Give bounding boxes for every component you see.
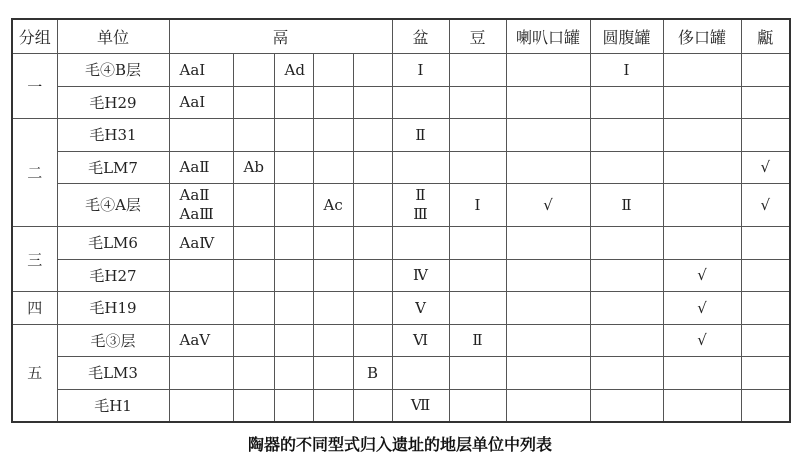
header-yuanfu: 圆腹罐 (590, 19, 663, 54)
header-row (12, 19, 790, 54)
table-row (12, 259, 790, 292)
pottery-type-table (11, 18, 791, 423)
header-yan: 甗 (741, 19, 790, 54)
li-cell (274, 227, 313, 260)
labakou-cell (506, 119, 590, 152)
header-unit: 单位 (57, 19, 169, 54)
li-cell: AaⅣ (169, 227, 233, 260)
li-cell (353, 119, 392, 152)
pen-cell (392, 227, 449, 260)
pen-cell (392, 86, 449, 119)
yuanfu-cell (590, 324, 663, 357)
li-value: AaⅡ (179, 186, 210, 204)
yan-cell (741, 292, 790, 325)
li-cell (169, 259, 233, 292)
pen-cell: Ⅶ (392, 389, 449, 422)
li-cell (233, 86, 274, 119)
li-cell: Ad (274, 54, 313, 87)
yan-cell (741, 357, 790, 390)
li-cell (274, 389, 313, 422)
labakou-cell (506, 259, 590, 292)
unit-cell: 毛H27 (57, 259, 169, 292)
pen-cell: Ⅱ (392, 119, 449, 152)
li-cell (353, 86, 392, 119)
unit-cell: 毛④A层 (57, 184, 169, 227)
li-value: AaⅢ (179, 205, 214, 223)
chikou-cell (663, 227, 741, 260)
chikou-cell (663, 357, 741, 390)
chikou-cell (663, 389, 741, 422)
yan-cell (741, 389, 790, 422)
li-cell (274, 86, 313, 119)
labakou-cell (506, 54, 590, 87)
header-labakou: 喇叭口罐 (506, 19, 590, 54)
chikou-cell (663, 54, 741, 87)
dou-cell (449, 151, 506, 184)
li-cell (274, 259, 313, 292)
yuanfu-cell (590, 389, 663, 422)
yan-cell: √ (741, 184, 790, 227)
yuanfu-cell: Ⅱ (590, 184, 663, 227)
li-cell (313, 119, 353, 152)
chikou-cell (663, 184, 741, 227)
yuanfu-cell (590, 357, 663, 390)
labakou-cell (506, 227, 590, 260)
li-cell (313, 151, 353, 184)
labakou-cell (506, 389, 590, 422)
group-cell: 三 (12, 227, 57, 292)
chikou-cell: √ (663, 259, 741, 292)
li-cell (313, 292, 353, 325)
li-cell (313, 357, 353, 390)
pen-cell: Ⅰ (392, 54, 449, 87)
group-cell: 二 (12, 119, 57, 227)
li-cell: AaⅠ (169, 86, 233, 119)
pen-value: Ⅲ (413, 205, 428, 223)
header-dou: 豆 (449, 19, 506, 54)
yan-cell: √ (741, 151, 790, 184)
li-cell (233, 54, 274, 87)
li-cell (313, 54, 353, 87)
dou-cell (449, 54, 506, 87)
chikou-cell (663, 119, 741, 152)
table-row (12, 86, 790, 119)
group-cell: 一 (12, 54, 57, 119)
table-row (12, 151, 790, 184)
header-chikou: 侈口罐 (663, 19, 741, 54)
li-cell (313, 259, 353, 292)
unit-cell: 毛H1 (57, 389, 169, 422)
dou-cell (449, 292, 506, 325)
li-cell (169, 389, 233, 422)
li-cell (233, 259, 274, 292)
li-cell (274, 292, 313, 325)
labakou-cell (506, 86, 590, 119)
li-cell: Ab (233, 151, 274, 184)
li-cell (313, 324, 353, 357)
table-row (12, 357, 790, 390)
header-li: 鬲 (169, 19, 392, 54)
pen-cell (392, 151, 449, 184)
table-row (12, 292, 790, 325)
li-cell: AaⅠ (169, 54, 233, 87)
unit-cell: 毛H31 (57, 119, 169, 152)
li-cell (233, 292, 274, 325)
header-group: 分组 (12, 19, 57, 54)
li-cell (274, 119, 313, 152)
yan-cell (741, 119, 790, 152)
li-cell: Ac (313, 184, 353, 227)
unit-cell: 毛H19 (57, 292, 169, 325)
chikou-cell (663, 151, 741, 184)
li-cell (353, 227, 392, 260)
yan-cell (741, 324, 790, 357)
li-cell (169, 357, 233, 390)
yuanfu-cell (590, 151, 663, 184)
unit-cell: 毛H29 (57, 86, 169, 119)
yuanfu-cell (590, 227, 663, 260)
dou-cell (449, 357, 506, 390)
pen-cell (392, 357, 449, 390)
yan-cell (741, 227, 790, 260)
li-cell (353, 184, 392, 227)
dou-cell (449, 227, 506, 260)
yan-cell (741, 54, 790, 87)
li-cell (233, 389, 274, 422)
li-cell (233, 227, 274, 260)
table-row (12, 227, 790, 260)
pen-cell (392, 184, 449, 227)
dou-cell: Ⅰ (449, 184, 506, 227)
labakou-cell (506, 324, 590, 357)
labakou-cell: √ (506, 184, 590, 227)
dou-cell (449, 119, 506, 152)
table-row (12, 119, 790, 152)
dou-cell (449, 259, 506, 292)
li-cell (274, 357, 313, 390)
yuanfu-cell (590, 292, 663, 325)
yuanfu-cell (590, 119, 663, 152)
li-cell (313, 389, 353, 422)
group-cell: 五 (12, 324, 57, 422)
li-cell (169, 292, 233, 325)
table-row (12, 389, 790, 422)
pen-cell: Ⅳ (392, 259, 449, 292)
table-row (12, 324, 790, 357)
li-cell (353, 389, 392, 422)
unit-cell: 毛④B层 (57, 54, 169, 87)
yuanfu-cell: Ⅰ (590, 54, 663, 87)
li-cell (353, 151, 392, 184)
li-cell (233, 324, 274, 357)
li-cell (169, 119, 233, 152)
li-cell (353, 324, 392, 357)
group-cell: 四 (12, 292, 57, 325)
pen-cell: Ⅴ (392, 292, 449, 325)
li-cell (169, 184, 233, 227)
labakou-cell (506, 292, 590, 325)
li-cell: AaⅡ (169, 151, 233, 184)
pen-cell: Ⅵ (392, 324, 449, 357)
unit-cell: 毛LM6 (57, 227, 169, 260)
li-cell (233, 184, 274, 227)
li-cell (353, 54, 392, 87)
dou-cell (449, 389, 506, 422)
li-cell (233, 357, 274, 390)
labakou-cell (506, 357, 590, 390)
table-row (12, 184, 790, 227)
li-cell (274, 324, 313, 357)
yan-cell (741, 86, 790, 119)
li-cell: B (353, 357, 392, 390)
chikou-cell: √ (663, 292, 741, 325)
yuanfu-cell (590, 259, 663, 292)
chikou-cell (663, 86, 741, 119)
unit-cell: 毛LM7 (57, 151, 169, 184)
dou-cell (449, 86, 506, 119)
unit-cell: 毛LM3 (57, 357, 169, 390)
li-cell (353, 259, 392, 292)
yuanfu-cell (590, 86, 663, 119)
pen-value: Ⅱ (415, 186, 426, 204)
header-pen: 盆 (392, 19, 449, 54)
labakou-cell (506, 151, 590, 184)
yan-cell (741, 259, 790, 292)
chikou-cell: √ (663, 324, 741, 357)
li-cell: AaⅤ (169, 324, 233, 357)
li-cell (274, 184, 313, 227)
table-row (12, 54, 790, 87)
li-cell (233, 119, 274, 152)
li-cell (274, 151, 313, 184)
table-caption: 陶器的不同型式归入遗址的地层单位中列表 (247, 435, 552, 454)
unit-cell: 毛③层 (57, 324, 169, 357)
li-cell (313, 86, 353, 119)
li-cell (353, 292, 392, 325)
li-cell (313, 227, 353, 260)
dou-cell: Ⅱ (449, 324, 506, 357)
